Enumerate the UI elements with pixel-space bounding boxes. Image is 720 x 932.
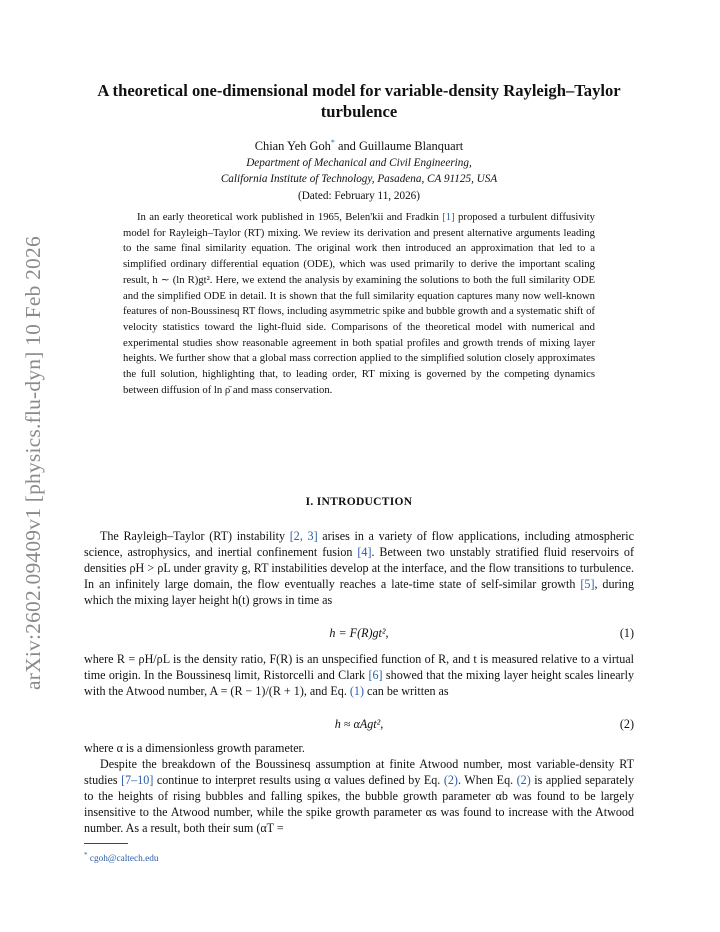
- citation-link[interactable]: [4]: [357, 545, 372, 560]
- author-line: [84, 138, 634, 154]
- citation-link[interactable]: [7–10]: [121, 773, 154, 788]
- intro-paragraph-3: [84, 740, 634, 837]
- citation-link[interactable]: [2, 3]: [289, 529, 318, 543]
- intro-paragraph-2: [84, 651, 634, 699]
- intro-paragraph-1: [84, 528, 634, 608]
- para-text: . Between two unstably stratified fluid reservoirs of densities ρH > ρL under gravity g, RT instabilities develop at the interface, and the flow transitions to turbulence. In an infinitely large domain, the flow eventually reaches a late-time state of self-similar growth: [84, 545, 634, 592]
- para-text: is applied separately to the heights of rising bubbles and falling spikes, the bubble growth parameter αb was found to be largely insensitive to the Atwood number, while the spike growth parameter αs was found to increase with the Atwood number. As a result, both their sum (αT =: [84, 773, 634, 836]
- para-text: The Rayleigh–Taylor (RT) instability: [100, 529, 290, 543]
- footnote-rule: [84, 843, 128, 844]
- author-email-link[interactable]: cgoh@caltech.edu: [89, 854, 159, 865]
- abstract-text-1: In an early theoretical work published in 1965, Belen'kii and Fradkin: [137, 211, 443, 223]
- para-text: showed that the mixing layer height scales linearly with the Atwood number, A = (R − 1)/(R + 1), and Eq.: [84, 668, 634, 699]
- footnote-marker: *: [84, 851, 88, 859]
- equation-1-body: h = F(R)gt²,: [329, 626, 389, 640]
- citation-link[interactable]: [5]: [580, 577, 595, 592]
- abstract: [123, 210, 595, 398]
- equation-reference-link[interactable]: (2): [516, 773, 531, 788]
- citation-link[interactable]: [1]: [442, 211, 455, 223]
- equation-1-number: (1): [619, 626, 634, 640]
- equation-2-number: (2): [619, 717, 634, 731]
- equation-2: [84, 717, 634, 735]
- para-text: continue to interpret results using α values defined by Eq.: [153, 773, 444, 788]
- para-text: . When Eq.: [457, 773, 517, 788]
- para-text: , during which the mixing layer height h(t) grows in time as: [84, 577, 635, 608]
- para-text: where α is a dimensionless growth parameter.: [84, 741, 305, 755]
- equation-1: [84, 626, 634, 644]
- para-text: can be written as: [363, 684, 449, 699]
- para-text: where R = ρH/ρL is the density ratio, F(R) is an unspecified function of R, and t is measured relative to a virtual time origin. In the Boussinesq limit, Ristorcelli and Clark: [84, 652, 634, 683]
- author-blanquart: and Guillaume Blanquart: [334, 139, 464, 154]
- section-heading-introduction: I. INTRODUCTION: [305, 496, 413, 508]
- paper-title: A theoretical one-dimensional model for variable-density Rayleigh–Taylor turbulence: [97, 81, 621, 121]
- date-line: (Dated: February 11, 2026): [298, 190, 420, 202]
- affiliation-line-1: Department of Mechanical and Civil Engineering,: [246, 157, 472, 169]
- equation-reference-link[interactable]: (1): [349, 684, 364, 699]
- footnote-marker-link[interactable]: *: [330, 138, 335, 147]
- citation-link[interactable]: [6]: [368, 668, 383, 683]
- abstract-text-2: proposed a turbulent diffusivity model for Rayleigh–Taylor (RT) mixing. We review its derivation and present alternative arguments leading to the same final similarity equation. The original work then introduced an approximation that led to a simplified ordinary differential equation (ODE), which was used primarily to derive the important scaling result, h ∼ (ln R)gt². Here, we extend the analysis by examining the solutions to both the full similarity ODE and the simplified ODE in detail. It is shown that the full similarity equation captures many now well-known features of non-Boussinesq RT flows, including asymmetric spike and bubble growth and a systematic shift of velocity statistics toward the light-fluid side. Comparisons of the theoretical model with numerical and experimental studies show reasonable agreement in both spatial profiles and growth trends of mixing layer heights. We further show that a global mass correction applied to the simplified solution closely approximates the full solution, highlighting that, to leading order, RT mixing is governed by the competing dynamics between diffusion of ln ρ̄ and mass conservation.: [123, 211, 595, 396]
- affiliation: [84, 155, 634, 187]
- arxiv-identifier: arXiv:2602.09409v1 [physics.flu-dyn] 10 Feb 2026: [21, 236, 45, 690]
- equation-2-body: h ≈ αAgt²,: [334, 717, 384, 731]
- author-goh: Chian Yeh Goh: [254, 139, 331, 154]
- para-text: Despite the breakdown of the Boussinesq assumption at finite Atwood number, most variable-density RT studies: [84, 757, 634, 788]
- para-text: arises in a variety of flow applications, including atmospheric science, astrophysics, and inertial confinement fusion: [84, 529, 634, 560]
- affiliation-line-2: California Institute of Technology, Pasadena, CA 91125, USA: [220, 173, 498, 185]
- equation-reference-link[interactable]: (2): [443, 773, 458, 788]
- footnote: [84, 851, 159, 864]
